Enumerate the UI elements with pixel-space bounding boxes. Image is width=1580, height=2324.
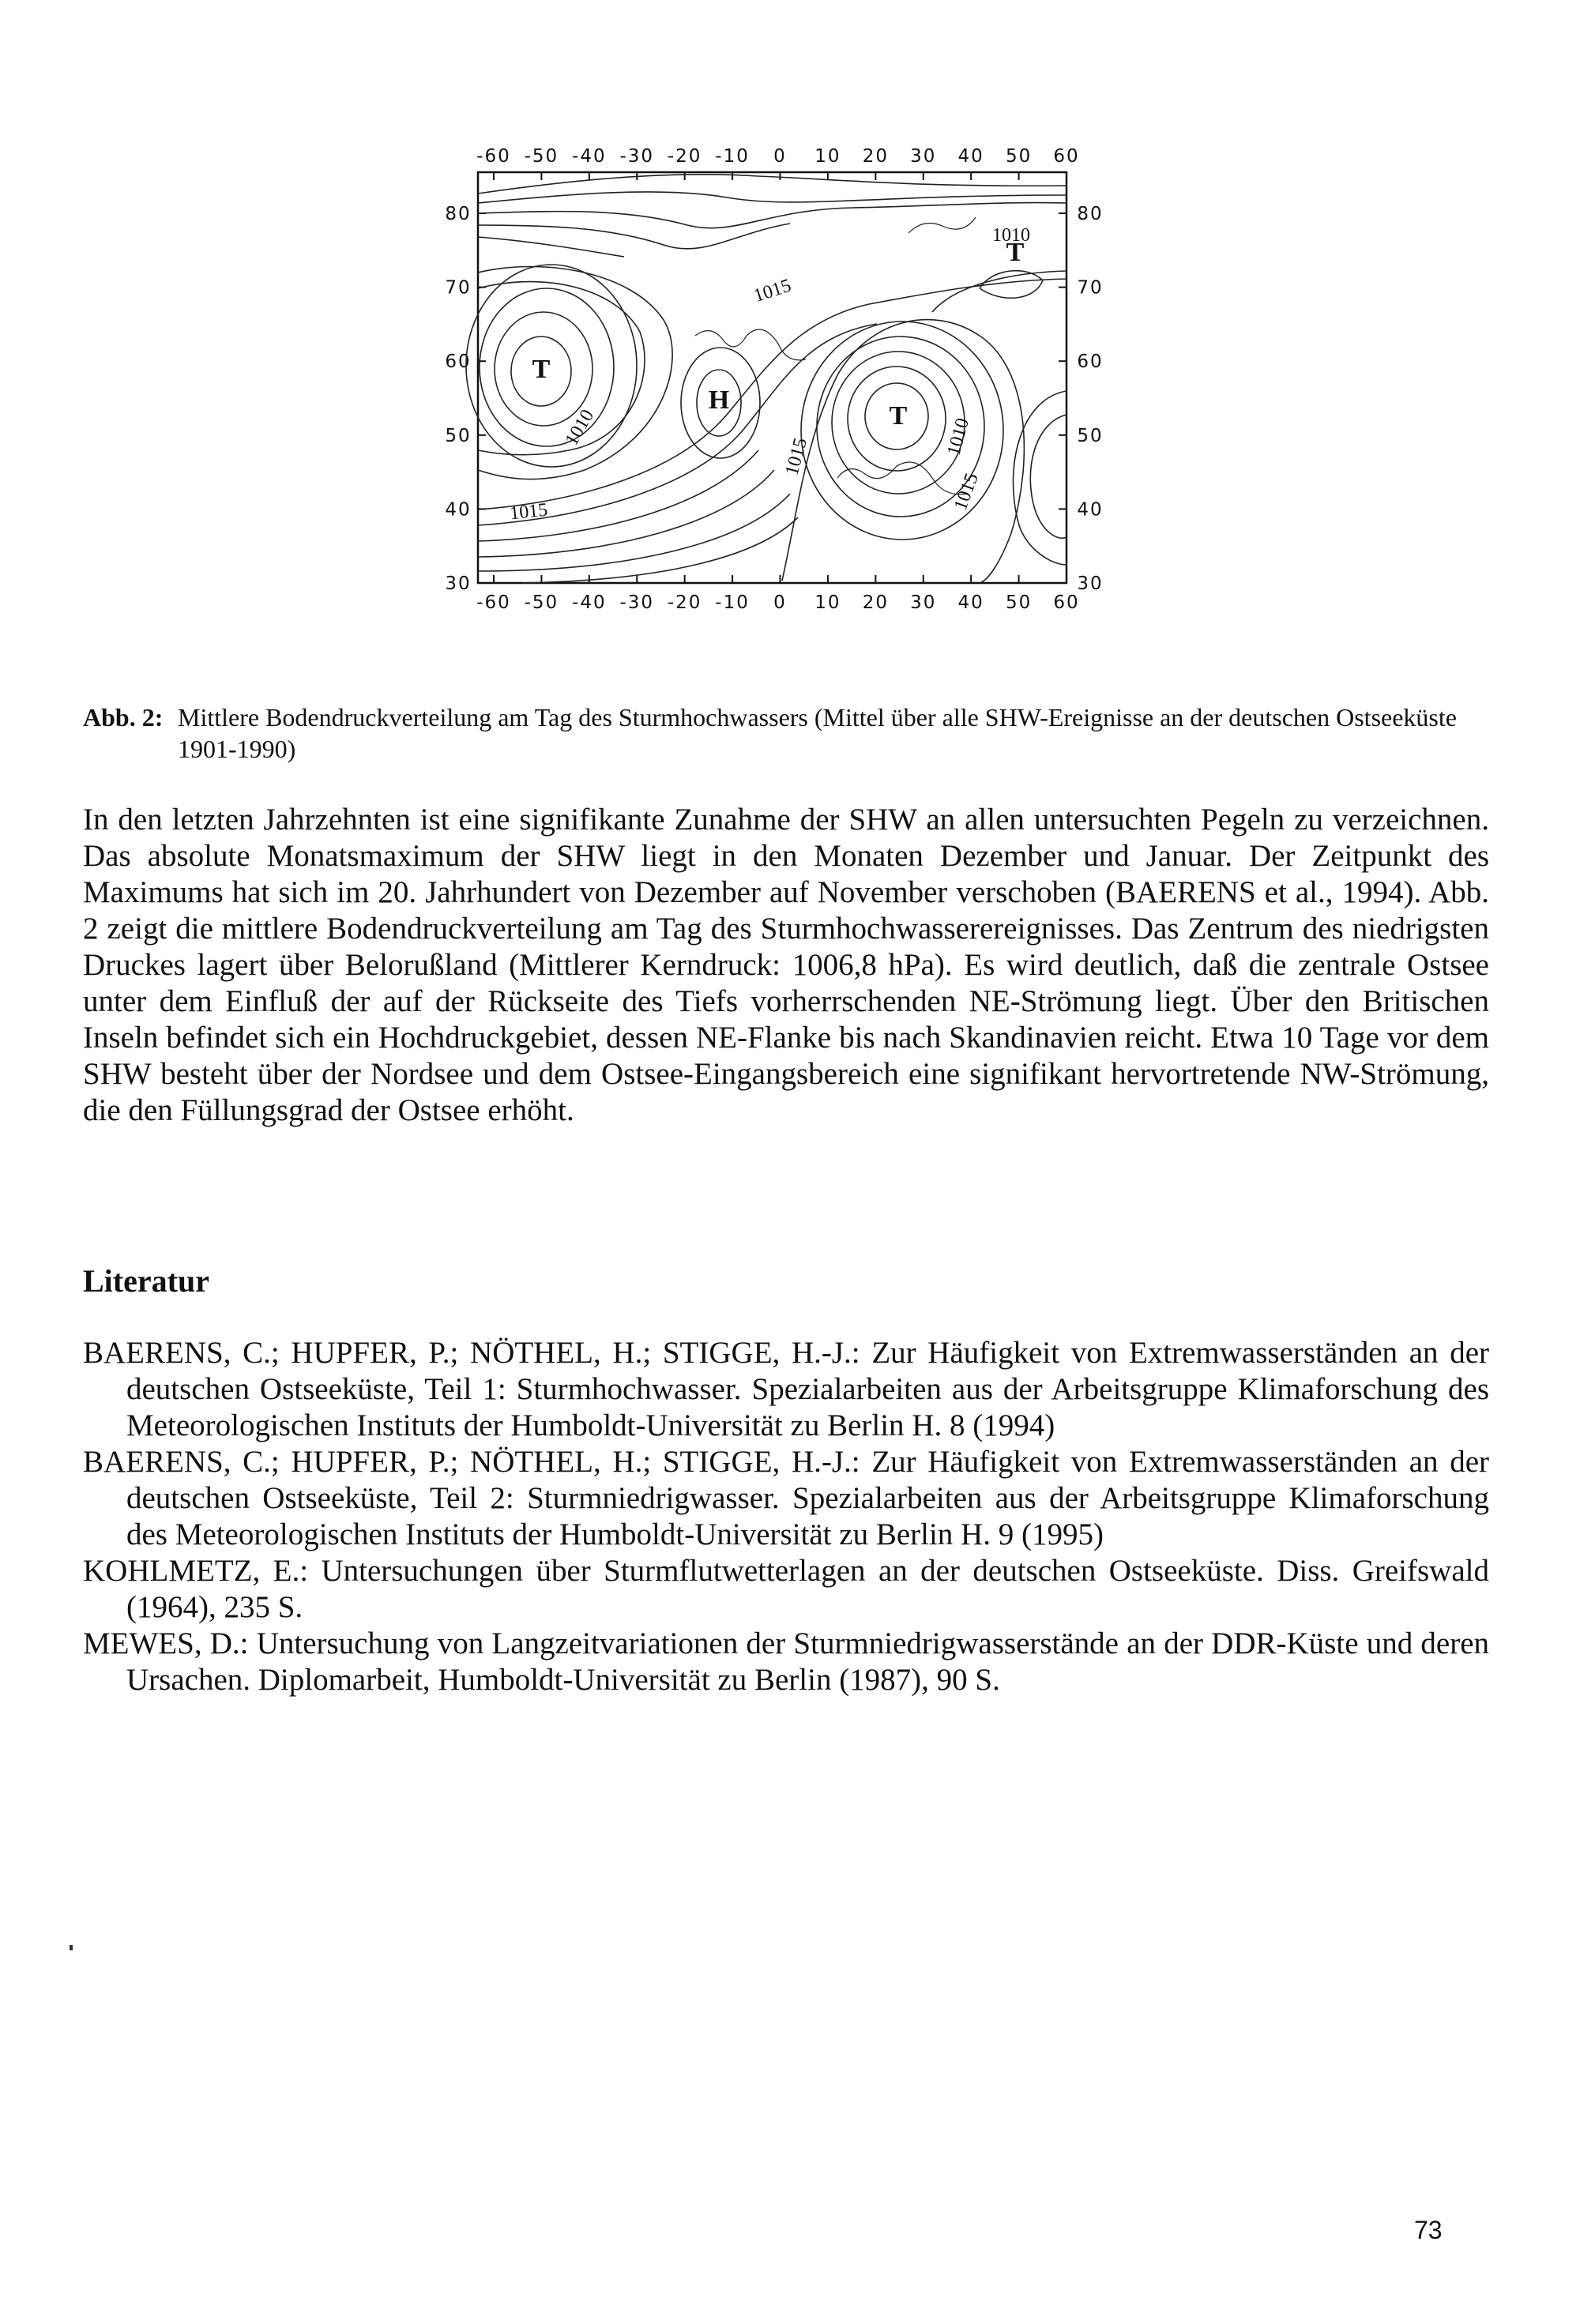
- isobar-label: 1015: [509, 499, 549, 525]
- x-tick-label-top: -10: [715, 146, 750, 167]
- x-tick-label-bottom: 30: [910, 592, 937, 613]
- x-tick-label-bottom: 50: [1005, 592, 1033, 613]
- isobar-label: 1015: [750, 275, 794, 307]
- pressure-center-label: T: [1006, 238, 1025, 267]
- pressure-center-label: T: [889, 401, 908, 431]
- y-tick-label-left: 50: [445, 425, 472, 446]
- x-tick-label-bottom: -40: [572, 592, 607, 613]
- y-tick-label-right: 70: [1077, 277, 1104, 299]
- pressure-map: [427, 138, 1122, 636]
- x-tick-label-bottom: -60: [476, 592, 511, 613]
- reference-item: KOHLMETZ, E.: Untersuchungen über Sturmflutwetterlagen an der deutschen Ostseeküste. Diss. Greifswald (1964), 235 S.: [83, 1554, 1489, 1624]
- x-tick-label-bottom: 10: [814, 592, 841, 613]
- isobar-label: 1015: [950, 470, 983, 513]
- y-tick-label-right: 40: [1077, 499, 1104, 521]
- x-tick-label-bottom: 40: [957, 592, 984, 613]
- y-tick-label-left: 70: [445, 277, 472, 299]
- y-tick-label-left: 30: [445, 573, 472, 594]
- figure-caption: [83, 701, 1489, 763]
- pressure-center-label: T: [532, 355, 551, 384]
- isobar-labels: [509, 225, 1030, 524]
- y-tick-label-right: 50: [1077, 425, 1104, 446]
- y-tick-label-right: 80: [1077, 204, 1104, 224]
- pressure-map-figure: [427, 138, 1122, 636]
- isobar-lines: [466, 175, 1066, 583]
- isobar-label: 1010: [561, 406, 599, 449]
- reference-item: BAERENS, C.; HUPFER, P.; NÖTHEL, H.; STIGGE, H.-J.: Zur Häufigkeit von Extremwasserständen an der deutschen Ostseeküste, Teil 1: Sturmhochwasser. Spezialarbeiten aus der Arbeitsgruppe Klimaforschung des Meteorologischen Instituts der Humboldt-Universität zu Berlin H. 8 (1994): [83, 1336, 1489, 1442]
- isobar-label: 1015: [781, 435, 812, 478]
- x-tick-label-top: 10: [814, 146, 841, 167]
- isobar-label: 1010: [992, 225, 1030, 246]
- x-tick-label-bottom: 60: [1053, 592, 1080, 613]
- page-number: 73: [1414, 2216, 1443, 2244]
- pressure-center-label: H: [708, 385, 730, 415]
- x-tick-label-top: 50: [1005, 146, 1033, 167]
- x-tick-label-bottom: 0: [773, 592, 787, 613]
- x-tick-label-top: -30: [619, 146, 655, 167]
- x-tick-label-top: 40: [957, 146, 984, 167]
- x-tick-label-top: 0: [773, 146, 787, 167]
- x-tick-label-top: 60: [1053, 146, 1080, 167]
- reference-item: BAERENS, C.; HUPFER, P.; NÖTHEL, H.; STIGGE, H.-J.: Zur Häufigkeit von Extremwasserständen an der deutschen Ostseeküste, Teil 2: Sturmniedrigwasser. Spezialarbeiten aus der Arbeitsgruppe Klimaforschung des Meteorologischen Instituts der Humboldt-Universität zu Berlin H. 9 (1995): [83, 1445, 1489, 1551]
- x-tick-label-top: -20: [667, 146, 702, 167]
- caption-text: Mittlere Bodendruckverteilung am Tag des Sturmhochwassers (Mittel über alle SHW-Ereignisse an der deutschen Ostseeküste 1901-1990): [178, 703, 1457, 763]
- caption-label: Abb. 2:: [83, 703, 164, 731]
- map-frame: [478, 172, 1066, 583]
- x-tick-label-bottom: -10: [715, 592, 750, 613]
- reference-list: [83, 1335, 1489, 1698]
- x-tick-label-bottom: 20: [862, 592, 889, 613]
- y-tick-label-left: 60: [445, 352, 472, 373]
- x-tick-label-top: -50: [524, 146, 559, 167]
- scan-speck: [70, 1945, 73, 1950]
- literature-heading: Literatur: [83, 1263, 209, 1299]
- reference-item: MEWES, D.: Untersuchung von Langzeitvariationen der Sturmniedrigwasserstände an der DDR-Küste und deren Ursachen. Diplomarbeit, Humboldt-Universität zu Berlin (1987), 90 S.: [83, 1626, 1489, 1697]
- isobar-label: 1010: [943, 416, 974, 458]
- x-tick-label-bottom: -30: [619, 592, 655, 613]
- y-tick-label-right: 30: [1077, 573, 1104, 594]
- x-tick-label-bottom: -50: [524, 592, 559, 613]
- x-tick-label-top: 30: [910, 146, 937, 167]
- y-tick-label-left: 40: [445, 499, 472, 521]
- y-tick-label-left: 80: [445, 204, 472, 224]
- x-tick-label-top: 20: [862, 146, 889, 167]
- x-tick-label-bottom: -20: [667, 592, 702, 613]
- x-tick-label-top: -60: [476, 146, 511, 167]
- y-tick-label-right: 60: [1077, 352, 1104, 373]
- body-paragraph: In den letzten Jahrzehnten ist eine signifikante Zunahme der SHW an allen untersuchten Pegeln zu verzeichnen. Das absolute Monatsmaximum der SHW liegt in den Monaten Dezember und Januar. Der Zeitpunkt des Maximums hat sich im 20. Jahrhundert von Dezember auf November verschoben (BAERENS et al., 1994). Abb. 2 zeigt die mittlere Bodendruckverteilung am Tag des Sturmhochwasserereignisses. Das Zentrum des niedrigsten Druckes lagert über Belorußland (Mittlerer Kerndruck: 1006,8 hPa). Es wird deutlich, daß die zentrale Ostsee unter dem Einfluß der auf der Rückseite des Tiefs vorherrschenden NE-Strömung liegt. Über den Britischen Inseln befindet sich ein Hochdruckgebiet, dessen NE-Flanke bis nach Skandinavien reicht. Etwa 10 Tage vor dem SHW besteht über der Nordsee und dem Ostsee-Eingangsbereich eine signifikant hervortretende NW-Strömung, die den Füllungsgrad der Ostsee erhöht.: [83, 803, 1489, 1127]
- x-tick-label-top: -40: [572, 146, 607, 167]
